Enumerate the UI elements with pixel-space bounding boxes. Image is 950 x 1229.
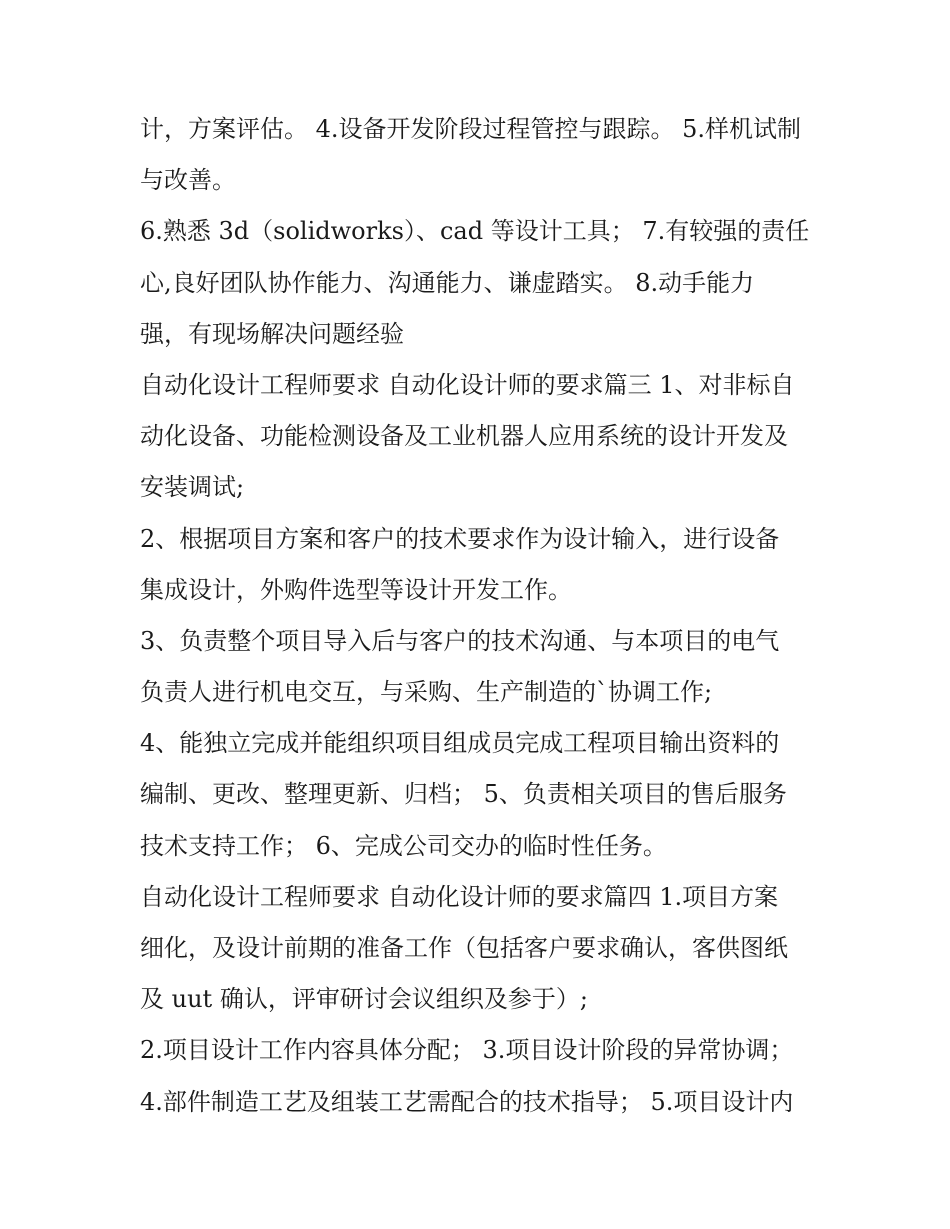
- text-line: 及 uut 确认，评审研讨会议组织及参于）;: [140, 985, 588, 1014]
- text-line: 编制、更改、整理更新、归档； 5、负责相关项目的售后服务: [140, 780, 787, 809]
- text-line: 3、负责整个项目导入后与客户的技术沟通、与本项目的电气: [140, 626, 780, 655]
- text-line: 计，方案评估。 4.设备开发阶段过程管控与跟踪。 5.样机试制: [140, 115, 802, 143]
- text-line: 细化，及设计前期的准备工作（包括客户要求确认，客供图纸: [140, 934, 788, 962]
- text-line: 2.项目设计工作内容具体分配； 3.项目设计阶段的异常协调；: [140, 1036, 794, 1065]
- text-line: 技术支持工作； 6、完成公司交办的临时性任务。: [140, 831, 667, 860]
- text-line: 强，有现场解决问题经验: [140, 319, 404, 348]
- text-line: 6.熟悉 3d（solidworks）、cad 等设计工具； 7.有较强的责任: [140, 217, 810, 246]
- text-line: 动化设备、功能检测设备及工业机器人应用系统的设计开发及: [140, 422, 788, 451]
- text-line: 负责人进行机电交互，与采购、生产制造的`协调工作;: [140, 678, 713, 707]
- text-line: 心,良好团队协作能力、沟通能力、谦虚踏实。 8.动手能力: [140, 268, 755, 297]
- text-line: 自动化设计工程师要求 自动化设计师的要求篇四 1.项目方案: [140, 882, 779, 911]
- text-line: 4.部件制造工艺及组装工艺需配合的技术指导； 5.项目设计内: [140, 1087, 794, 1116]
- text-line: 集成设计，外购件选型等设计开发工作。: [140, 575, 572, 604]
- text-line: 与改善。: [140, 166, 236, 195]
- text-line: 2、根据项目方案和客户的技术要求作为设计输入，进行设备: [140, 524, 780, 553]
- text-line: 安装调试;: [140, 473, 245, 502]
- text-line: 4、能独立完成并能组织项目组成员完成工程项目输出资料的: [140, 729, 780, 758]
- text-line: 自动化设计工程师要求 自动化设计师的要求篇三 1、对非标自: [140, 370, 795, 399]
- document-body: [140, 104, 830, 1128]
